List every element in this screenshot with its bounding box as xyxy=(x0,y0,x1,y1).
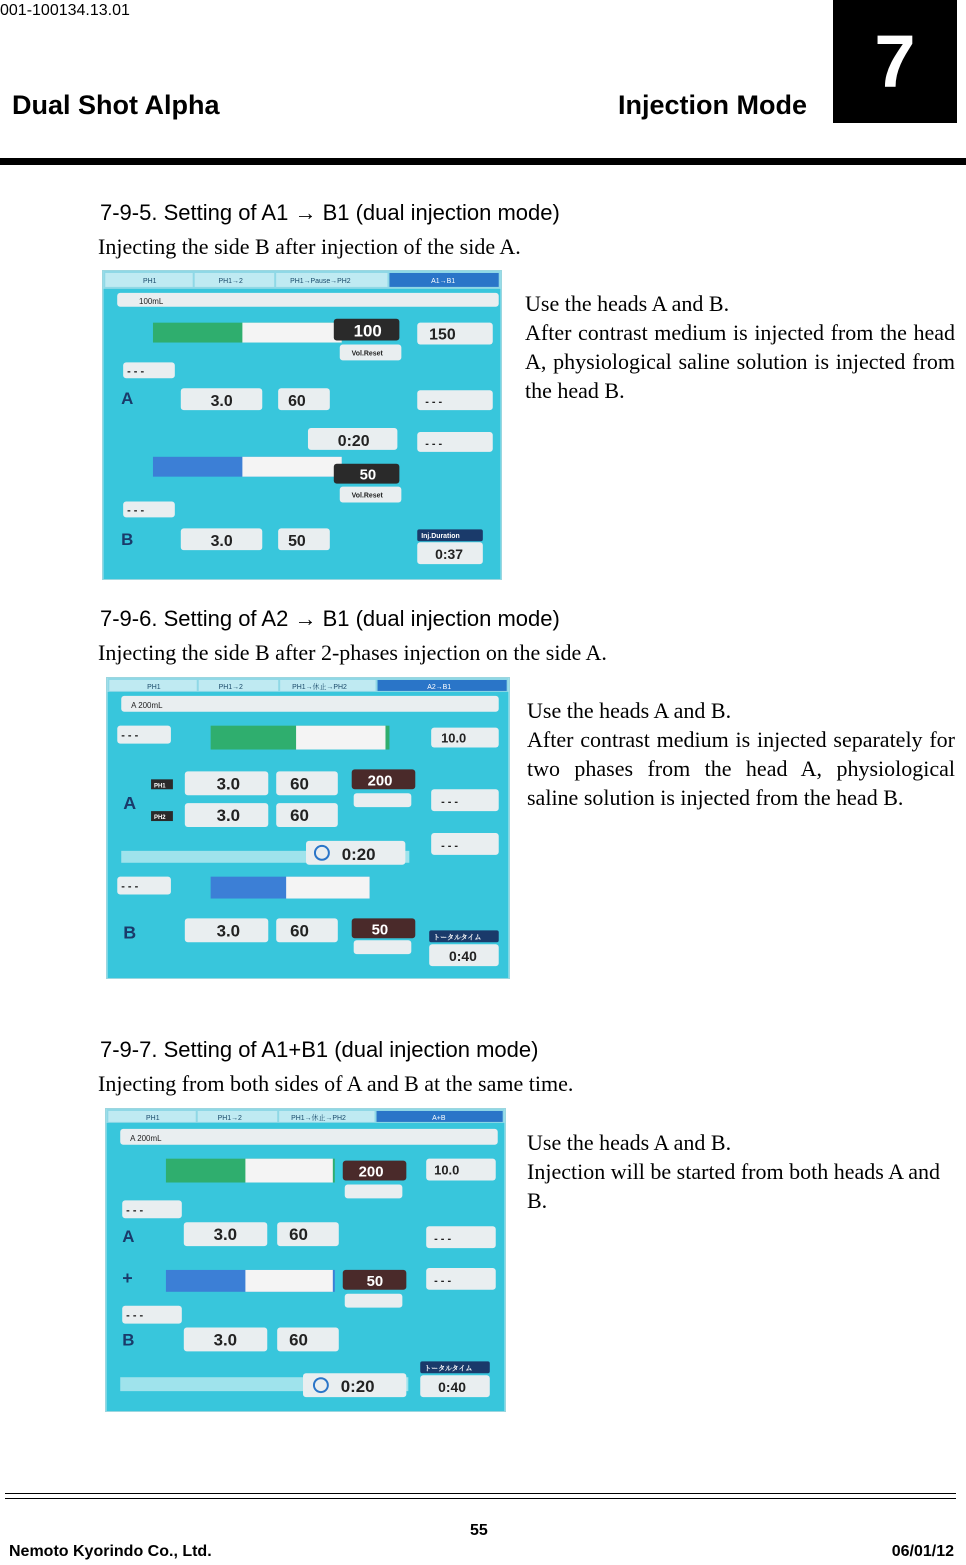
pause-time: 0:20 xyxy=(341,844,376,864)
a-dash: - - - xyxy=(127,365,145,378)
desc-line: After contrast medium is injected from the head A, physiological saline solution is injected from the head B. xyxy=(525,320,955,403)
document-id: 001-100134.13.01 xyxy=(0,2,130,19)
duration-label: トータルタイム xyxy=(433,934,482,942)
duration-label: トータルタイム xyxy=(424,1365,473,1373)
ph1-vol: 60 xyxy=(290,774,309,794)
b-dash-right: - - - xyxy=(434,1274,452,1287)
a-vol-reset: Vol.Reset xyxy=(351,350,383,358)
product-name: Dual Shot Alpha xyxy=(12,90,220,120)
desc-line: Use the heads A and B. xyxy=(527,698,732,723)
tab-label: PH1→Pause→PH2 xyxy=(290,277,351,285)
section-title: 7-9-6. Setting of A2 → B1 (dual injection mode) xyxy=(100,606,560,631)
a-vol2: 60 xyxy=(289,1225,308,1245)
desc-line: After contrast medium is injected separately for two phases from the head A, physiological saline solution is injected from the head B. xyxy=(527,727,955,810)
desc-line: Use the heads A and B. xyxy=(527,1130,732,1155)
b-rate: 3.0 xyxy=(213,1330,238,1350)
a-rate: 3.0 xyxy=(210,393,233,411)
section-subtitle: Injecting from both sides of A and B at the same time. xyxy=(98,1071,574,1096)
tab-label: PH1→2 xyxy=(217,1114,242,1122)
a-rate: 3.0 xyxy=(213,1225,238,1245)
screen-a-plus-b xyxy=(105,1108,506,1412)
b-vol2: 60 xyxy=(290,921,309,941)
desc-line: Use the heads A and B. xyxy=(525,291,730,316)
chapter-badge: 7 xyxy=(833,0,957,123)
a-total: 10.0 xyxy=(434,1162,460,1178)
section-subtitle: Injecting the side B after 2-phases injection on the side A. xyxy=(98,640,607,665)
section-name: Injection Mode xyxy=(618,90,807,120)
duration-value: 0:37 xyxy=(435,546,463,563)
phase2-label: PH2 xyxy=(154,815,166,822)
tab-label: PH1→休止→PH2 xyxy=(291,1114,346,1122)
tab-label: PH1 xyxy=(143,277,157,285)
tab-label: A2→B1 xyxy=(427,683,452,691)
a-dash: - - - xyxy=(126,1204,144,1217)
pause-time: 0:20 xyxy=(340,1377,375,1397)
b-vol2: 50 xyxy=(288,533,306,551)
pause-time: 0:20 xyxy=(337,432,370,450)
b-dash: - - - xyxy=(126,1309,144,1322)
head-a-label: A xyxy=(122,1227,135,1247)
a-volume: 100 xyxy=(353,321,382,341)
tab-label: A+B xyxy=(432,1114,446,1122)
screen-a1-b1 xyxy=(102,270,502,580)
head-b-label: B xyxy=(123,922,137,943)
section-description xyxy=(525,289,955,405)
tab-label: A1→B1 xyxy=(431,277,456,285)
preset-label: A 200mL xyxy=(131,700,163,710)
b-vol-reset: Vol.Reset xyxy=(351,492,383,500)
page-number: 55 xyxy=(470,1522,488,1539)
pause-dash: - - - xyxy=(441,839,459,852)
footer-rule xyxy=(5,1493,956,1494)
head-b-label: B xyxy=(122,1330,135,1350)
pause-dash: - - - xyxy=(425,437,443,450)
b-vol2: 60 xyxy=(289,1330,308,1350)
phase1-label: PH1 xyxy=(154,783,166,790)
tab-label: PH1 xyxy=(147,683,161,691)
a-total: 150 xyxy=(429,326,456,344)
a-total: 10.0 xyxy=(441,730,467,746)
b-rate: 3.0 xyxy=(216,921,241,941)
tab-label: PH1 xyxy=(146,1114,160,1122)
section-subtitle: Injecting the side B after injection of the side A. xyxy=(98,234,521,259)
ph2-vol: 60 xyxy=(290,806,309,826)
screen-a2-b1 xyxy=(106,677,510,979)
tab-label: PH1→2 xyxy=(218,683,243,691)
head-a-label: A xyxy=(121,389,134,409)
a-volume: 200 xyxy=(358,1164,384,1181)
b-volume: 50 xyxy=(366,1273,384,1290)
footer-rule xyxy=(5,1498,956,1499)
header-rule xyxy=(0,158,966,165)
duration-value: 0:40 xyxy=(449,948,477,965)
duration-label: Inj.Duration xyxy=(421,533,460,541)
tab-label: PH1→2 xyxy=(218,277,243,285)
tab-label: PH1→休止→PH2 xyxy=(292,683,347,691)
a-dash-right: - - - xyxy=(441,796,459,809)
preset-label: 100mL xyxy=(139,296,164,306)
b-dash: - - - xyxy=(121,880,139,893)
head-a-label: A xyxy=(123,793,137,814)
a-volume: 200 xyxy=(367,773,393,790)
duration-value: 0:40 xyxy=(438,1379,466,1396)
document-date: 06/01/12 xyxy=(891,1543,954,1560)
section-description xyxy=(527,1128,955,1215)
a-vol2: 60 xyxy=(288,393,306,411)
section-description xyxy=(527,696,955,812)
preset-label: A 200mL xyxy=(130,1133,162,1143)
a-dash-right: - - - xyxy=(434,1233,452,1246)
b-volume: 50 xyxy=(371,922,389,939)
b-dash: - - - xyxy=(127,504,145,517)
b-rate: 3.0 xyxy=(210,533,233,551)
company-name: Nemoto Kyorindo Co., Ltd. xyxy=(9,1543,212,1560)
ph2-rate: 3.0 xyxy=(216,806,241,826)
section-title: 7-9-7. Setting of A1+B1 (dual injection mode) xyxy=(100,1037,539,1062)
plus-label: + xyxy=(122,1267,133,1288)
a-dash: - - - xyxy=(121,729,139,742)
a-dash-right: - - - xyxy=(425,396,443,409)
head-b-label: B xyxy=(121,530,134,550)
b-volume: 50 xyxy=(359,467,377,484)
desc-line: Injection will be started from both heads A and B. xyxy=(527,1159,941,1213)
ph1-rate: 3.0 xyxy=(216,774,241,794)
section-title: 7-9-5. Setting of A1 → B1 (dual injection mode) xyxy=(100,200,560,225)
